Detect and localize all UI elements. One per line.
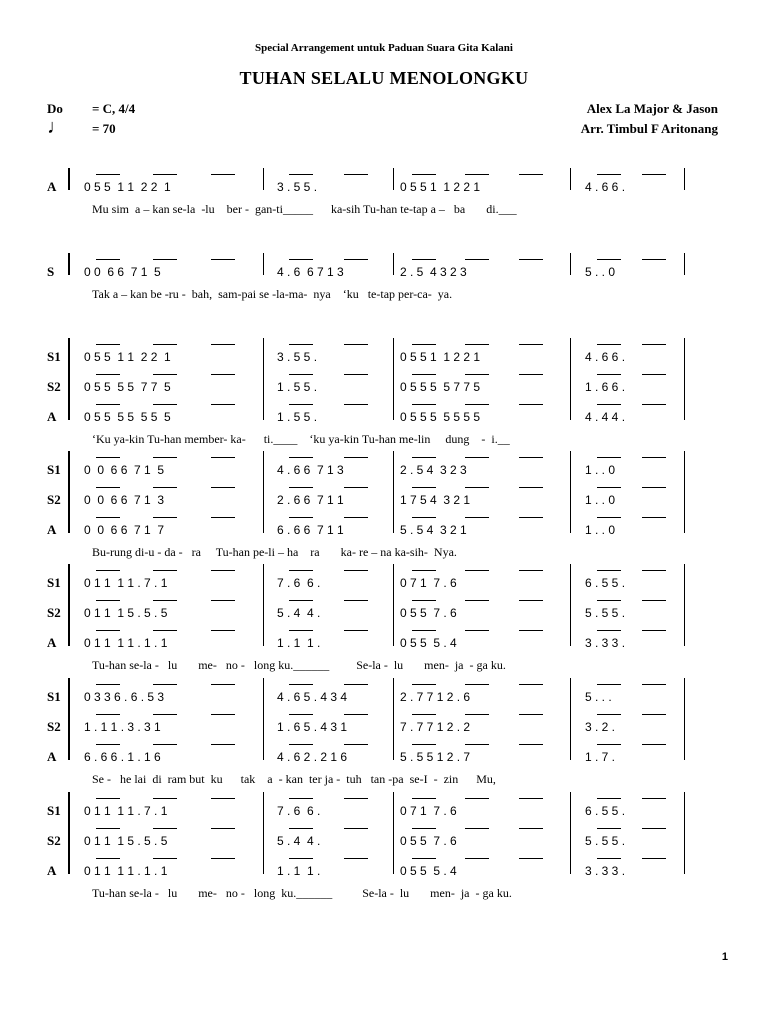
voice-label: A: [47, 409, 57, 424]
measure-notes: 0 5 5 7 . 6: [400, 834, 457, 848]
measure-notes: 5 . 5 5 1 2 . 7: [400, 750, 471, 764]
voice-label: S1: [47, 689, 61, 704]
measure-notes: 4 . 6 6 7 1 3: [277, 265, 344, 279]
measure-notes: 0 7 1 7 . 6: [400, 804, 457, 818]
measure-notes: 5 . 5 4 3 2 1: [400, 523, 467, 537]
rhythm-beam: [211, 174, 235, 175]
rhythm-beam: [642, 828, 666, 829]
rhythm-beam: [96, 457, 120, 458]
measure-notes: 0 5 5 5 . 4: [400, 636, 457, 650]
voice-label: S2: [47, 833, 61, 848]
rhythm-beam: [465, 858, 489, 859]
rhythm-beam: [642, 404, 666, 405]
rhythm-beam: [519, 344, 543, 345]
measure-notes: 1 . 6 6 .: [585, 380, 626, 394]
rhythm-beam: [597, 517, 621, 518]
voice-label: S: [47, 264, 55, 279]
rhythm-beam: [519, 858, 543, 859]
rhythm-beam: [642, 714, 666, 715]
measure-notes: 1 . 1 1 .: [277, 636, 321, 650]
bar-line: [263, 564, 264, 646]
lyric-line: ‘Ku ya-kin Tu-han member- ka- ti.____ ‘ku ya-kin Tu-han me-lin dung - i.__: [92, 432, 510, 446]
rhythm-beam: [519, 744, 543, 745]
rhythm-beam: [642, 344, 666, 345]
rhythm-beam: [412, 374, 436, 375]
rhythm-beam: [642, 858, 666, 859]
rhythm-beam: [465, 517, 489, 518]
rhythm-beam: [642, 744, 666, 745]
measure-notes: 1 . 7 .: [585, 750, 616, 764]
rhythm-beam: [642, 600, 666, 601]
rhythm-beam: [289, 858, 313, 859]
rhythm-beam: [412, 744, 436, 745]
rhythm-beam: [153, 828, 177, 829]
rhythm-beam: [344, 858, 368, 859]
song-title: TUHAN SELALU MENOLONGKU: [239, 68, 529, 88]
lyric-line: Bu-rung di-u - da - ra Tu-han pe-li – ha ra ka- re – na ka-sih- Nya.: [92, 545, 457, 559]
rhythm-beam: [597, 570, 621, 571]
rhythm-beam: [289, 259, 313, 260]
measure-notes: 4 . 6 6 7 1 3: [277, 463, 344, 477]
rhythm-beam: [211, 570, 235, 571]
measure-notes: 3 . 2 .: [585, 720, 616, 734]
measure-notes: 5 . 4 4 .: [277, 834, 321, 848]
measure-notes: 6 . 6 6 . 1 . 1 6: [84, 750, 161, 764]
rhythm-beam: [465, 630, 489, 631]
bar-line: [570, 338, 571, 420]
rhythm-beam: [412, 858, 436, 859]
measure-notes: 0 0 6 6 7 1 3: [84, 493, 165, 507]
rhythm-beam: [211, 858, 235, 859]
rhythm-beam: [465, 744, 489, 745]
measure-notes: 3 . 5 5 .: [277, 180, 318, 194]
rhythm-beam: [519, 600, 543, 601]
rhythm-beam: [96, 174, 120, 175]
rhythm-beam: [344, 630, 368, 631]
rhythm-beam: [597, 858, 621, 859]
lyric-line: Tak a – kan be -ru - bah, sam-pai se -la-ma- nya ‘ku te-tap per-ca- ya.: [92, 287, 453, 301]
rhythm-beam: [153, 600, 177, 601]
bar-line: [393, 564, 394, 646]
rhythm-beam: [642, 630, 666, 631]
rhythm-beam: [519, 828, 543, 829]
bar-line: [684, 338, 685, 420]
rhythm-beam: [412, 798, 436, 799]
rhythm-beam: [211, 344, 235, 345]
rhythm-beam: [211, 714, 235, 715]
voice-label: A: [47, 179, 57, 194]
rhythm-beam: [289, 517, 313, 518]
bar-line: [684, 792, 685, 874]
rhythm-beam: [153, 744, 177, 745]
measure-notes: 4 . 6 2 . 2 1 6: [277, 750, 348, 764]
bar-line: [570, 253, 571, 275]
rhythm-beam: [211, 259, 235, 260]
rhythm-beam: [211, 374, 235, 375]
bar-line: [570, 564, 571, 646]
rhythm-beam: [519, 630, 543, 631]
bar-line: [393, 451, 394, 533]
measure-notes: 6 . 6 6 7 1 1: [277, 523, 344, 537]
voice-label: S2: [47, 605, 61, 620]
measure-notes: 1 . 5 5 .: [277, 410, 318, 424]
measure-notes: 2 . 5 4 3 2 3: [400, 265, 467, 279]
measure-notes: 0 1 1 1 5 . 5 . 5: [84, 606, 168, 620]
measure-notes: 5 . 5 5 .: [585, 606, 626, 620]
measure-notes: 0 5 5 5 5 5 5 5: [84, 410, 171, 424]
rhythm-beam: [597, 828, 621, 829]
bar-line: [263, 451, 264, 533]
rhythm-beam: [211, 457, 235, 458]
rhythm-beam: [519, 684, 543, 685]
bar-line: [263, 792, 264, 874]
arrangement-subtitle: Special Arrangement untuk Paduan Suara Gita Kalani: [255, 42, 513, 54]
voice-label: S2: [47, 719, 61, 734]
bar-line: [570, 792, 571, 874]
measure-notes: 0 1 1 1 1 . 7 . 1: [84, 804, 168, 818]
rhythm-beam: [465, 828, 489, 829]
rhythm-beam: [96, 630, 120, 631]
bar-line: [393, 253, 394, 275]
measure-notes: 3 . 5 5 .: [277, 350, 318, 364]
rhythm-beam: [412, 570, 436, 571]
measure-notes: 0 5 5 5 5 5 5 5: [400, 410, 481, 424]
rhythm-beam: [344, 798, 368, 799]
lyric-line: Tu-han se-la - lu me- no - long ku.______ Se-la - lu men- ja - ga ku.: [92, 658, 506, 672]
rhythm-beam: [597, 684, 621, 685]
rhythm-beam: [96, 570, 120, 571]
bar-line: [570, 451, 571, 533]
rhythm-beam: [642, 517, 666, 518]
rhythm-beam: [153, 630, 177, 631]
measure-notes: 0 3 3 6 . 6 . 5 3: [84, 690, 165, 704]
voice-label: S1: [47, 349, 61, 364]
measure-notes: 0 5 5 1 1 2 2 1: [400, 180, 481, 194]
bar-line: [684, 168, 685, 190]
quarter-note-icon: ♩: [47, 116, 67, 138]
rhythm-beam: [344, 714, 368, 715]
rhythm-beam: [96, 404, 120, 405]
rhythm-beam: [289, 344, 313, 345]
measure-notes: 1 . 5 5 .: [277, 380, 318, 394]
rhythm-beam: [344, 404, 368, 405]
rhythm-beam: [96, 374, 120, 375]
rhythm-beam: [211, 828, 235, 829]
rhythm-beam: [96, 858, 120, 859]
rhythm-beam: [153, 404, 177, 405]
rhythm-beam: [597, 174, 621, 175]
rhythm-beam: [642, 259, 666, 260]
rhythm-beam: [597, 457, 621, 458]
rhythm-beam: [344, 570, 368, 571]
key-value: = C, 4/4: [92, 101, 136, 116]
measure-notes: 5 . . .: [585, 690, 612, 704]
rhythm-beam: [153, 487, 177, 488]
rhythm-beam: [153, 517, 177, 518]
measure-notes: 6 . 5 5 .: [585, 576, 626, 590]
lyric-line: Se - he lai di ram but ku tak a - kan ter ja - tuh tan -pa se-I - zin Mu,: [92, 772, 496, 786]
bar-line: [684, 253, 685, 275]
voice-label: S2: [47, 379, 61, 394]
measure-notes: 0 1 1 1 5 . 5 . 5: [84, 834, 168, 848]
key-label: Do: [47, 101, 63, 116]
rhythm-beam: [412, 174, 436, 175]
rhythm-beam: [642, 487, 666, 488]
rhythm-beam: [96, 344, 120, 345]
rhythm-beam: [289, 600, 313, 601]
rhythm-beam: [465, 174, 489, 175]
bar-line: [263, 338, 264, 420]
measure-notes: 2 . 6 6 7 1 1: [277, 493, 344, 507]
rhythm-beam: [153, 344, 177, 345]
rhythm-beam: [412, 259, 436, 260]
measure-notes: 0 5 5 1 1 2 2 1: [84, 180, 171, 194]
rhythm-beam: [465, 487, 489, 488]
rhythm-beam: [412, 630, 436, 631]
measure-notes: 7 . 7 7 1 2 . 2: [400, 720, 471, 734]
rhythm-beam: [153, 798, 177, 799]
rhythm-beam: [96, 744, 120, 745]
voice-label: A: [47, 522, 57, 537]
measure-notes: 1 . . 0: [585, 463, 616, 477]
measure-notes: 0 5 5 1 1 2 2 1: [400, 350, 481, 364]
rhythm-beam: [344, 487, 368, 488]
measure-notes: 1 . 1 1 .: [277, 864, 321, 878]
measure-notes: 0 5 5 7 . 6: [400, 606, 457, 620]
rhythm-beam: [597, 487, 621, 488]
rhythm-beam: [211, 600, 235, 601]
rhythm-beam: [465, 259, 489, 260]
lyric-line: Tu-han se-la - lu me- no - long ku.______ Se-la - lu men- ja - ga ku.: [92, 886, 512, 900]
rhythm-beam: [465, 570, 489, 571]
rhythm-beam: [519, 487, 543, 488]
voice-label: A: [47, 863, 57, 878]
rhythm-beam: [211, 744, 235, 745]
rhythm-beam: [211, 798, 235, 799]
rhythm-beam: [211, 517, 235, 518]
rhythm-beam: [344, 344, 368, 345]
arranger: Arr. Timbul F Aritonang: [580, 121, 718, 136]
measure-notes: 3 . 3 3 .: [585, 864, 626, 878]
rhythm-beam: [519, 404, 543, 405]
rhythm-beam: [465, 404, 489, 405]
measure-notes: 1 . . 0: [585, 523, 616, 537]
voice-label: S1: [47, 575, 61, 590]
rhythm-beam: [96, 828, 120, 829]
rhythm-beam: [96, 517, 120, 518]
bar-line: [393, 168, 394, 190]
rhythm-beam: [465, 684, 489, 685]
rhythm-beam: [642, 457, 666, 458]
bar-line: [684, 564, 685, 646]
measure-notes: 6 . 5 5 .: [585, 804, 626, 818]
rhythm-beam: [412, 404, 436, 405]
rhythm-beam: [96, 798, 120, 799]
voice-label: S2: [47, 492, 61, 507]
measure-notes: 1 7 5 4 3 2 1: [400, 493, 471, 507]
rhythm-beam: [642, 798, 666, 799]
rhythm-beam: [519, 714, 543, 715]
rhythm-beam: [344, 457, 368, 458]
rhythm-beam: [519, 174, 543, 175]
measure-notes: 1 . 1 1 . 3 . 3 1: [84, 720, 161, 734]
rhythm-beam: [412, 517, 436, 518]
rhythm-beam: [412, 457, 436, 458]
measure-notes: 7 . 6 6 .: [277, 576, 321, 590]
rhythm-beam: [642, 684, 666, 685]
measure-notes: 1 . 6 5 . 4 3 1: [277, 720, 348, 734]
rhythm-beam: [344, 374, 368, 375]
rhythm-beam: [289, 404, 313, 405]
rhythm-beam: [344, 259, 368, 260]
rhythm-beam: [597, 600, 621, 601]
rhythm-beam: [597, 404, 621, 405]
page-number: 1: [721, 951, 728, 963]
rhythm-beam: [412, 684, 436, 685]
rhythm-beam: [519, 374, 543, 375]
rhythm-beam: [211, 684, 235, 685]
rhythm-beam: [153, 259, 177, 260]
measure-notes: 0 0 6 6 7 1 5: [84, 463, 165, 477]
rhythm-beam: [412, 828, 436, 829]
bar-line: [393, 678, 394, 760]
rhythm-beam: [344, 600, 368, 601]
rhythm-beam: [597, 344, 621, 345]
rhythm-beam: [344, 684, 368, 685]
rhythm-beam: [519, 517, 543, 518]
rhythm-beam: [465, 457, 489, 458]
rhythm-beam: [519, 570, 543, 571]
rhythm-beam: [344, 828, 368, 829]
measure-notes: 0 5 5 5 . 4: [400, 864, 457, 878]
rhythm-beam: [519, 457, 543, 458]
measure-notes: 2 . 5 4 3 2 3: [400, 463, 467, 477]
measure-notes: 0 5 5 5 5 7 7 5: [84, 380, 171, 394]
rhythm-beam: [465, 374, 489, 375]
measure-notes: 4 . 6 6 .: [585, 350, 626, 364]
rhythm-beam: [211, 487, 235, 488]
rhythm-beam: [153, 714, 177, 715]
rhythm-beam: [96, 259, 120, 260]
measure-notes: 0 0 6 6 7 1 7: [84, 523, 165, 537]
rhythm-beam: [153, 374, 177, 375]
measure-notes: 0 1 1 1 1 . 1 . 1: [84, 636, 168, 650]
measure-notes: 0 7 1 7 . 6: [400, 576, 457, 590]
rhythm-beam: [289, 374, 313, 375]
bar-line: [684, 678, 685, 760]
rhythm-beam: [597, 798, 621, 799]
rhythm-beam: [642, 174, 666, 175]
measure-notes: 5 . 4 4 .: [277, 606, 321, 620]
measure-notes: 0 1 1 1 1 . 1 . 1: [84, 864, 168, 878]
measure-notes: 0 1 1 1 1 . 7 . 1: [84, 576, 168, 590]
rhythm-beam: [597, 714, 621, 715]
bar-line: [570, 168, 571, 190]
rhythm-beam: [412, 714, 436, 715]
measure-notes: 4 . 6 6 .: [585, 180, 626, 194]
measure-notes: 1 . . 0: [585, 493, 616, 507]
measure-notes: 7 . 6 6 .: [277, 804, 321, 818]
measure-notes: 4 . 6 5 . 4 3 4: [277, 690, 348, 704]
rhythm-beam: [344, 517, 368, 518]
rhythm-beam: [519, 798, 543, 799]
measure-notes: 0 5 5 5 5 7 7 5: [400, 380, 481, 394]
measure-notes: 2 . 7 7 1 2 . 6: [400, 690, 471, 704]
rhythm-beam: [289, 744, 313, 745]
rhythm-beam: [153, 684, 177, 685]
lyric-line: Mu sim a – kan se-la -lu ber - gan-ti_____ ka-sih Tu-han te-tap a – ba di.___: [92, 202, 517, 216]
rhythm-beam: [289, 714, 313, 715]
measure-notes: 0 0 6 6 7 1 5: [84, 265, 161, 279]
rhythm-beam: [289, 828, 313, 829]
rhythm-beam: [465, 344, 489, 345]
rhythm-beam: [519, 259, 543, 260]
rhythm-beam: [211, 630, 235, 631]
rhythm-beam: [597, 374, 621, 375]
rhythm-beam: [96, 487, 120, 488]
rhythm-beam: [96, 714, 120, 715]
rhythm-beam: [597, 630, 621, 631]
rhythm-beam: [211, 404, 235, 405]
rhythm-beam: [289, 487, 313, 488]
rhythm-beam: [597, 259, 621, 260]
rhythm-beam: [289, 174, 313, 175]
bar-line: [570, 678, 571, 760]
composer: Alex La Major & Jason: [586, 101, 718, 116]
rhythm-beam: [96, 600, 120, 601]
bar-line: [393, 792, 394, 874]
rhythm-beam: [289, 457, 313, 458]
rhythm-beam: [289, 630, 313, 631]
voice-label: S1: [47, 462, 61, 477]
rhythm-beam: [465, 714, 489, 715]
rhythm-beam: [642, 374, 666, 375]
measure-notes: 3 . 3 3 .: [585, 636, 626, 650]
measure-notes: 5 . 5 5 .: [585, 834, 626, 848]
rhythm-beam: [412, 344, 436, 345]
rhythm-beam: [465, 600, 489, 601]
bar-line: [263, 253, 264, 275]
bar-line: [263, 168, 264, 190]
voice-label: A: [47, 749, 57, 764]
voice-label: A: [47, 635, 57, 650]
rhythm-beam: [412, 487, 436, 488]
rhythm-beam: [153, 858, 177, 859]
rhythm-beam: [96, 684, 120, 685]
rhythm-beam: [289, 798, 313, 799]
rhythm-beam: [289, 570, 313, 571]
measure-notes: 0 5 5 1 1 2 2 1: [84, 350, 171, 364]
rhythm-beam: [642, 570, 666, 571]
bar-line: [263, 678, 264, 760]
bar-line: [393, 338, 394, 420]
rhythm-beam: [153, 457, 177, 458]
rhythm-beam: [153, 174, 177, 175]
rhythm-beam: [412, 600, 436, 601]
measure-notes: 5 . . 0: [585, 265, 616, 279]
rhythm-beam: [344, 174, 368, 175]
rhythm-beam: [289, 684, 313, 685]
bar-line: [684, 451, 685, 533]
tempo-value: = 70: [92, 121, 116, 136]
rhythm-beam: [597, 744, 621, 745]
voice-label: S1: [47, 803, 61, 818]
measure-notes: 4 . 4 4 .: [585, 410, 626, 424]
rhythm-beam: [153, 570, 177, 571]
rhythm-beam: [465, 798, 489, 799]
rhythm-beam: [344, 744, 368, 745]
